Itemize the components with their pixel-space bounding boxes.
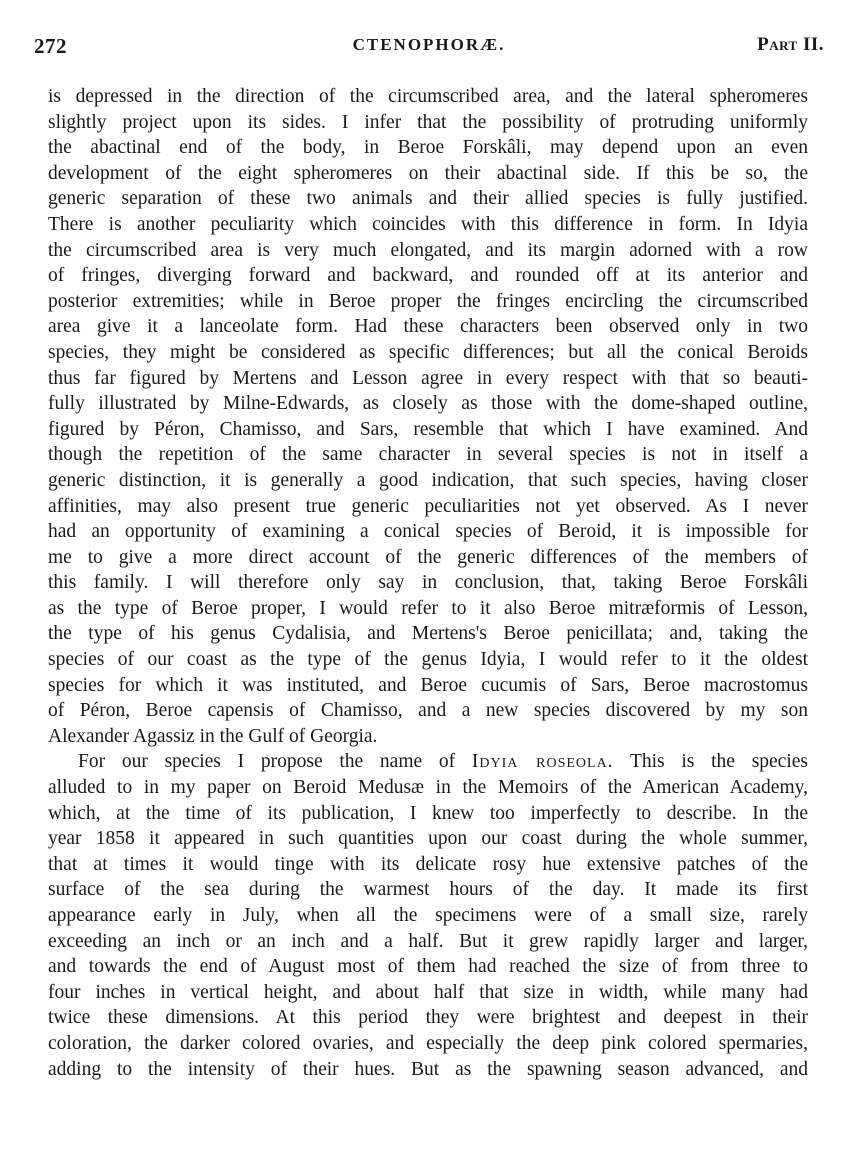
text-fragment: This is the species xyxy=(613,751,808,773)
text-line: fully illustrated by Milne-Edwards, as closely as those with the dome-shaped outline, xyxy=(48,393,808,415)
text-line: this family. I will therefore only say in conclusion, that, taking Beroe Forskâli xyxy=(48,572,808,594)
text-line: me to give a more direct account of the generic differences of the members of xyxy=(48,546,808,568)
page-number: 272 xyxy=(34,34,67,58)
text-line: twice these dimensions. At this period they were brightest and deepest in their xyxy=(48,1007,808,1029)
text-line: Alexander Agassiz in the Gulf of Georgia. xyxy=(48,725,378,747)
text-fragment: For our species I propose the name of xyxy=(78,751,472,773)
text-line: There is another peculiarity which coincides with this difference in form. In Idyia xyxy=(48,213,808,235)
page-body xyxy=(48,84,808,1082)
text-line: four inches in vertical height, and about half that size in width, while many had xyxy=(48,981,808,1003)
text-line: of Péron, Beroe capensis of Chamisso, and a new species discovered by my son xyxy=(48,700,808,722)
text-line: year 1858 it appeared in such quantities upon our coast during the whole summer, xyxy=(48,828,808,850)
text-line: posterior extremities; while in Beroe proper the fringes encircling the circumscribed xyxy=(48,290,808,312)
text-line: exceeding an inch or an inch and a half. But it grew rapidly larger and larger, xyxy=(48,930,808,952)
text-line: that at times it would tinge with its delicate rosy hue extensive patches of the xyxy=(48,853,808,875)
text-line: affinities, may also present true generic peculiarities not yet observed. As I never xyxy=(48,495,808,517)
text-line: as the type of Beroe proper, I would refer to it also Beroe mitræformis of Lesson, xyxy=(48,597,808,619)
text-line: the circumscribed area is very much elongated, and its margin adorned with a row xyxy=(48,239,808,261)
text-line: development of the eight spheromeres on their abactinal side. If this be so, the xyxy=(48,162,808,184)
text-line: is depressed in the direction of the circumscribed area, and the lateral spheromeres xyxy=(48,86,808,107)
text-line: coloration, the darker colored ovaries, and especially the deep pink colored spermaries, xyxy=(48,1032,808,1054)
text-line: figured by Péron, Chamisso, and Sars, resemble that which I have examined. And xyxy=(48,418,808,440)
running-title: CTENOPHORÆ. xyxy=(352,35,506,54)
text-line: species of our coast as the type of the genus Idyia, I would refer to it the oldest xyxy=(48,649,808,671)
text-line: and towards the end of August most of them had reached the size of from three to xyxy=(48,956,808,978)
text-line: the abactinal end of the body, in Beroe Forskâli, may depend upon an even xyxy=(48,137,808,159)
text-line: thus far figured by Mertens and Lesson agree in every respect with that so beauti- xyxy=(48,367,808,389)
text-line: of fringes, diverging forward and backward, and rounded off at its anterior and xyxy=(48,265,808,287)
text-line: appearance early in July, when all the specimens were of a small size, rarely xyxy=(48,905,808,926)
text-line xyxy=(48,749,808,775)
text-line: generic separation of these two animals and their allied species is fully justified. xyxy=(48,188,808,210)
text-line: the type of his genus Cydalisia, and Mertens's Beroe penicillata; and, taking the xyxy=(48,623,808,645)
text-line: alluded to in my paper on Beroid Medusæ in the Memoirs of the American Academy, xyxy=(48,777,808,799)
part-label: Part II. xyxy=(757,34,824,55)
text-line: slightly project upon its sides. I infer that the possibility of protruding uniformly xyxy=(48,111,808,133)
paragraph-idyia-roseola xyxy=(48,749,808,1082)
text-line: adding to the intensity of their hues. But as the spawning season advanced, and xyxy=(48,1058,808,1080)
page-header xyxy=(34,34,824,62)
text-line: generic distinction, it is generally a good indication, that such species, having closer xyxy=(48,469,808,491)
text-line: species, they might be considered as specific differences; but all the conical Beroids xyxy=(48,341,808,363)
text-line: had an opportunity of examining a conical species of Beroid, it is impossible for xyxy=(48,521,808,543)
text-line: area give it a lanceolate form. Had these characters been observed only in two xyxy=(48,316,808,338)
text-line: though the repetition of the same character in several species is not in itself a xyxy=(48,444,808,466)
species-name: Idyia roseola. xyxy=(471,751,614,773)
text-line: which, at the time of its publication, I knew too imperfectly to describe. In the xyxy=(48,802,808,824)
text-line: species for which it was instituted, and Beroe cucumis of Sars, Beroe macrostomus xyxy=(48,674,808,696)
paragraph-beroid-genera xyxy=(48,84,808,749)
text-line: surface of the sea during the warmest hours of the day. It made its first xyxy=(48,879,808,901)
